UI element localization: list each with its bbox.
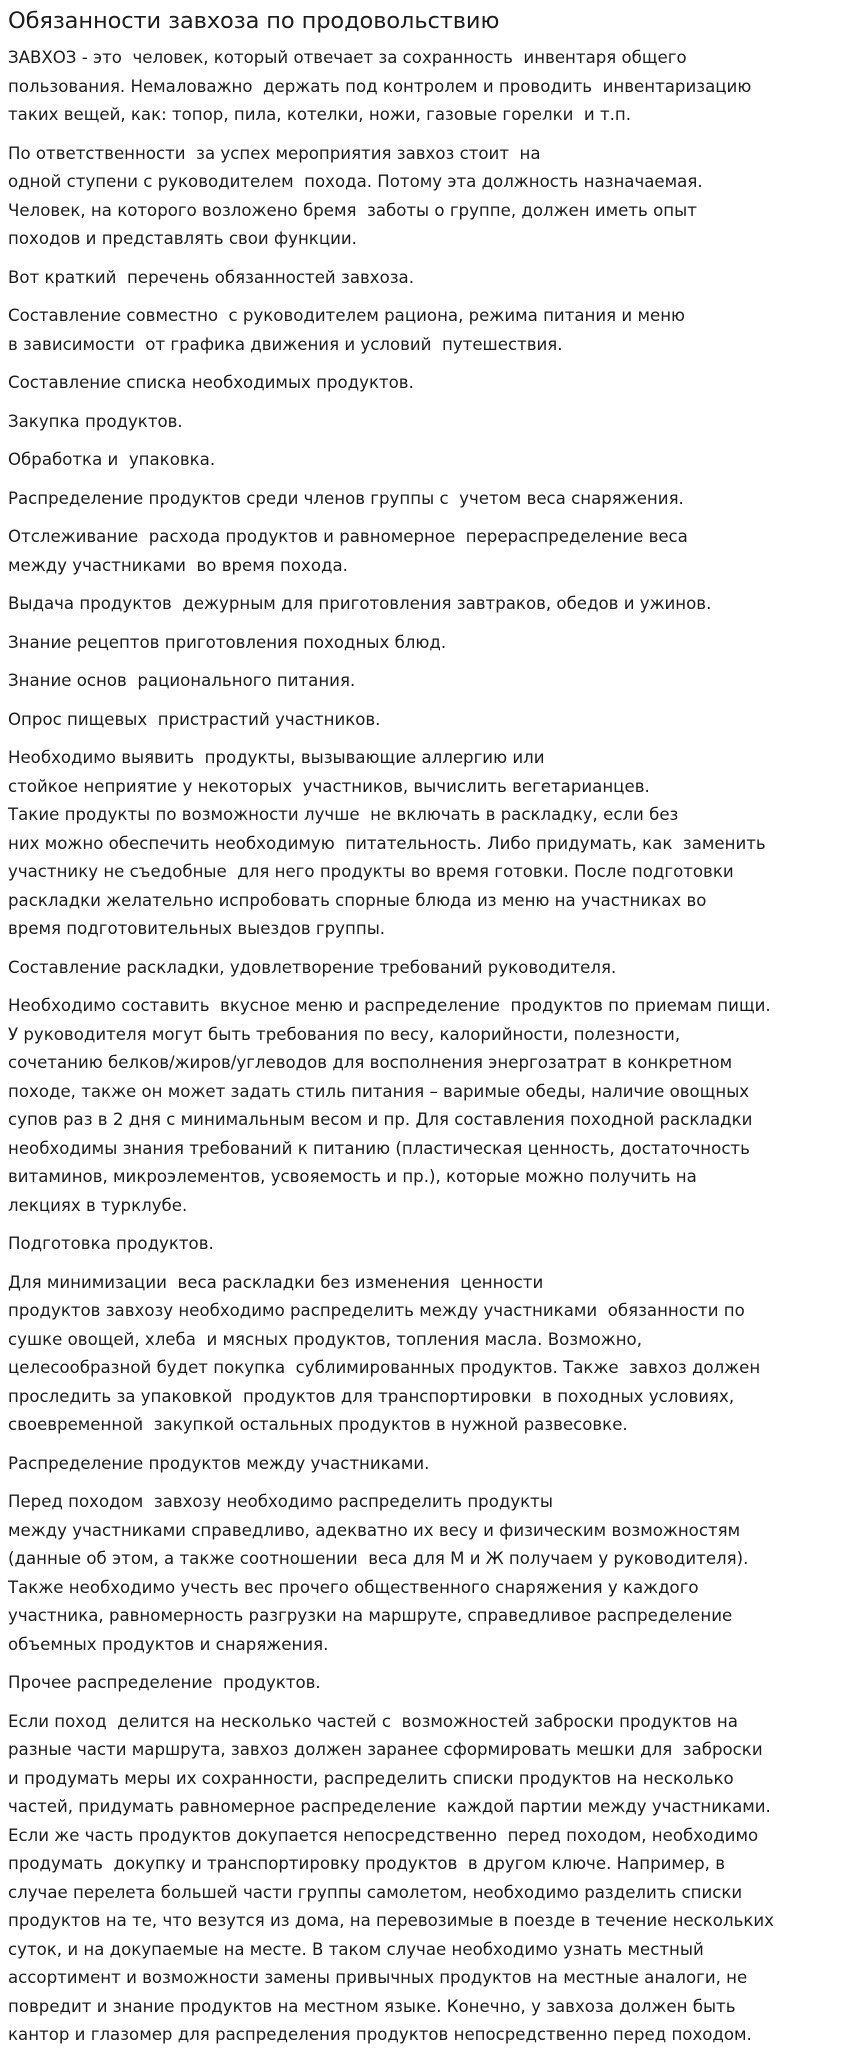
paragraph-line: Также необходимо учесть вес прочего общественного снаряжения у каждого <box>8 1577 699 1597</box>
paragraph-line: Такие продукты по возможности лучше не включать в раскладку, если без <box>8 805 679 824</box>
paragraph-line: продуктов завхозу необходимо распределить между участниками обязанности по <box>8 1301 745 1320</box>
paragraph-line: между участниками справедливо, адекватно их весу и физическим возможностям <box>8 1520 741 1540</box>
article-title: Обязанности завхоза по продовольствию <box>8 8 500 34</box>
paragraph <box>8 1230 839 1259</box>
paragraph-line: продуктов на те, что везутся из дома, на перевозимые в поезде в течение нескольких <box>8 1911 774 1930</box>
paragraph-line: Составление совместно с руководителем рациона, режима питания и меню <box>8 306 686 325</box>
paragraph-line: пользования. Немаловажно держать под контролем и проводить инвентаризацию <box>8 76 752 96</box>
paragraph-line: время подготовительных выездов группы. <box>8 919 386 938</box>
paragraph-line: Составление списка необходимых продуктов. <box>8 373 414 392</box>
paragraph-line: сушке овощей, хлеба и мясных продуктов, топления масла. Возможно, <box>8 1329 642 1349</box>
paragraph <box>8 1488 839 1659</box>
paragraph-line: и продумать меры их сохранности, распределить списки продуктов на несколько <box>8 1768 734 1788</box>
paragraph-line: проследить за упаковкой продуктов для транспортировки в походных условиях, <box>8 1386 735 1406</box>
paragraph-line: кантор и глазомер для распределения продуктов непосредственно перед походом. <box>8 2025 752 2044</box>
paragraph-line: стойкое неприятие у некоторых участников, вычислить вегетарианцев. <box>8 776 650 796</box>
paragraph <box>8 667 839 696</box>
paragraph-line: целесообразной будет покупка сублимированных продуктов. Также завхоз должен <box>8 1358 761 1377</box>
paragraph <box>8 1669 839 1698</box>
paragraph <box>8 369 839 398</box>
paragraph <box>8 140 839 254</box>
paragraph-line: Перед походом завхозу необходимо распределить продукты <box>8 1492 553 1511</box>
paragraph-line: таких вещей, как: топор, пила, котелки, ножи, газовые горелки и т.п. <box>8 105 632 124</box>
paragraph-line: них можно обеспечить необходимую питательность. Либо придумать, как заменить <box>8 833 766 853</box>
paragraph-line: (данные об этом, а также соотношении веса для М и Ж получаем у руководителя). <box>8 1549 749 1568</box>
paragraph-line: участнику не съедобные для него продукты во время готовки. После подготовки <box>8 862 734 881</box>
paragraph-line: одной ступени с руководителем похода. Потому эта должность назначаемая. <box>8 172 703 191</box>
paragraph-line: ЗАВХОЗ - это человек, который отвечает за сохранность инвентаря общего <box>8 48 687 67</box>
paragraph-line: участника, равномерность разгрузки на маршруте, справедливое распределение <box>8 1606 733 1625</box>
paragraph <box>8 1269 839 1440</box>
paragraph <box>8 590 839 619</box>
paragraph-line: повредит и знание продуктов на местном языке. Конечно, у завхоза должен быть <box>8 1996 736 2016</box>
paragraph <box>8 1450 839 1479</box>
paragraph-line: супов раз в 2 дня с минимальным весом и пр. Для составления походной раскладки <box>8 1110 753 1129</box>
paragraph-line: витаминов, микроэлементов, усвояемость и пр.), которые можно получить на <box>8 1167 697 1186</box>
paragraph <box>8 954 839 983</box>
paragraph-line: Закупка продуктов. <box>8 411 183 431</box>
paragraph-line: продумать докупку и транспортировку продуктов в другом ключе. Например, в <box>8 1854 726 1873</box>
paragraph-line: Для минимизации веса раскладки без изменения ценности <box>8 1272 544 1292</box>
paragraph <box>8 1708 839 2050</box>
paragraph-line: Знание основ рационального питания. <box>8 671 356 690</box>
paragraph <box>8 264 839 293</box>
paragraph-line: Составление раскладки, удовлетворение требований руководителя. <box>8 957 617 977</box>
paragraph <box>8 744 839 944</box>
paragraph-line: Отслеживание расхода продуктов и равномерное перераспределение веса <box>8 527 688 546</box>
paragraph-line: Знание рецептов приготовления походных блюд. <box>8 632 447 652</box>
paragraph-line: в зависимости от графика движения и условий путешествия. <box>8 334 563 354</box>
paragraph-line: Если поход делится на несколько частей с возможностей заброски продуктов на <box>8 1711 738 1731</box>
paragraph-line: ассортимент и возможности замены привычных продуктов на местные аналоги, не <box>8 1968 748 1987</box>
paragraph-line: У руководителя могут быть требования по весу, калорийности, полезности, <box>8 1024 681 1044</box>
paragraph-line: Распределение продуктов между участниками. <box>8 1453 430 1473</box>
paragraph-line: своевременной закупкой остальных продуктов в нужной развесовке. <box>8 1415 628 1434</box>
paragraph-line: походе, также он может задать стиль питания – варимые обеды, наличие овощных <box>8 1081 750 1101</box>
paragraph-line: Опрос пищевых пристрастий участников. <box>8 709 381 729</box>
paragraph-line: Необходимо составить вкусное меню и распределение продуктов по приемам пищи. <box>8 996 771 1015</box>
paragraph <box>8 485 839 514</box>
paragraph-line: По ответственности за успех мероприятия завхоз стоит на <box>8 143 541 163</box>
paragraph-line: Человек, на которого возложено бремя заботы о группе, должен иметь опыт <box>8 200 697 220</box>
paragraph-line: Распределение продуктов среди членов группы с учетом веса снаряжения. <box>8 488 684 508</box>
paragraph-line: объемных продуктов и снаряжения. <box>8 1634 329 1654</box>
paragraph-line: между участниками во время похода. <box>8 555 348 575</box>
paragraph-line: раскладки желательно испробовать спорные блюда из меню на участниках во <box>8 890 707 910</box>
paragraph-line: Прочее распределение продуктов. <box>8 1673 321 1692</box>
paragraph-line: сочетанию белков/жиров/углеводов для восполнения энергозатрат в конкретном <box>8 1053 733 1072</box>
paragraph-line: необходимы знания требований к питанию (пластическая ценность, достаточность <box>8 1138 750 1158</box>
paragraph-line: походов и представлять свои функции. <box>8 229 357 248</box>
paragraph-line: Если же часть продуктов докупается непосредственно перед походом, необходимо <box>8 1825 759 1845</box>
paragraph-line: Вот краткий перечень обязанностей завхоза. <box>8 267 415 287</box>
paragraph-line: Выдача продуктов дежурным для приготовления завтраков, обедов и ужинов. <box>8 594 712 613</box>
paragraph-line: суток, и на докупаемые на месте. В таком случае необходимо узнать местный <box>8 1939 704 1959</box>
paragraph-line: Подготовка продуктов. <box>8 1234 214 1253</box>
paragraph <box>8 44 839 130</box>
article-body <box>8 44 839 2050</box>
paragraph <box>8 629 839 658</box>
paragraph <box>8 446 839 475</box>
paragraph <box>8 302 839 359</box>
paragraph <box>8 706 839 735</box>
paragraph-line: разные части маршрута, завхоз должен заранее сформировать мешки для заброски <box>8 1740 763 1759</box>
paragraph <box>8 523 839 580</box>
paragraph-line: Обработка и упаковка. <box>8 450 216 469</box>
paragraph-line: Необходимо выявить продукты, вызывающие аллергию или <box>8 748 545 767</box>
paragraph-line: случае перелета большей части группы самолетом, необходимо разделить списки <box>8 1882 743 1902</box>
paragraph-line: частей, придумать равномерное распределение каждой партии между участниками. <box>8 1797 771 1816</box>
paragraph <box>8 992 839 1220</box>
paragraph <box>8 408 839 437</box>
paragraph-line: лекциях в турклубе. <box>8 1195 188 1215</box>
